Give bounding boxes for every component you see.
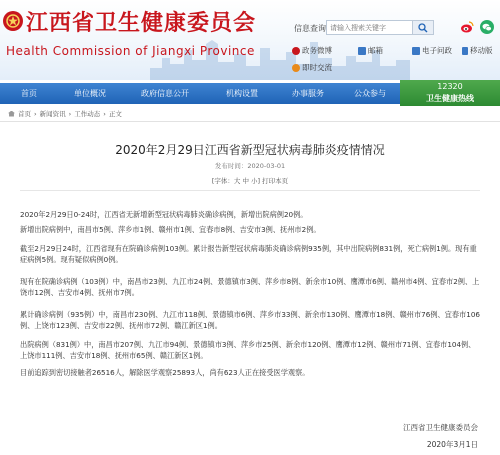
publish-date: 发布时间：2020-03-01 xyxy=(214,162,286,170)
nav-item-gov-info[interactable]: 政府信息公开 xyxy=(141,89,189,98)
emblem-icon xyxy=(2,10,24,32)
document-icon xyxy=(412,47,420,55)
nav-item-services[interactable]: 办事服务 xyxy=(292,89,324,98)
home-icon xyxy=(8,111,15,117)
instant-chat-label: 即时交流 xyxy=(302,63,332,72)
instant-chat-link[interactable] xyxy=(292,62,332,73)
breadcrumb xyxy=(8,109,122,118)
article-paragraph: 2020年2月29日0-24时，江西省无新增新型冠状病毒肺炎确诊病例，新增出院病例20例。 xyxy=(20,210,308,219)
article-paragraph: 出院病例（831例）中，南昌市207例、九江市94例、景德镇市3例、萍乡市25例、新余市120例、鹰潭市12例、赣州市71例、宜春市104例、上饶市111例、吉安市18例、抚州市65例、赣江新区1例。 xyxy=(20,340,476,360)
weibo-icon[interactable] xyxy=(460,20,474,34)
electronic-services-label: 电子问政 xyxy=(422,46,452,55)
email-label: 邮箱 xyxy=(368,46,383,55)
article-title: 2020年2月29日江西省新型冠状病毒肺炎疫情情况 xyxy=(115,143,385,157)
article-paragraph: 目前追踪到密切接触者26516人，解除医学观察25893人，尚有623人正在接受医学观察。 xyxy=(20,368,310,377)
article-sign-date: 2020年3月1日 xyxy=(426,440,478,449)
search-label: 信息查询 xyxy=(294,24,326,33)
mobile-label: 移动版 xyxy=(470,46,493,55)
wechat-icon[interactable] xyxy=(480,20,494,34)
nav-item-participation[interactable]: 公众参与 xyxy=(354,89,386,98)
breadcrumb-news[interactable]: 新闻资讯 xyxy=(39,110,66,118)
article-signature: 江西省卫生健康委员会 xyxy=(403,423,478,432)
site-title-english: Health Commission of Jiangxi Province xyxy=(6,44,255,58)
site-header xyxy=(0,0,500,80)
email-link[interactable] xyxy=(358,45,383,56)
gov-weibo-link[interactable] xyxy=(292,45,332,56)
chat-icon xyxy=(292,64,300,72)
hotline-button[interactable] xyxy=(400,80,500,106)
article-paragraph: 截至2月29日24时，江西省现有在院确诊病例103例。累计报告新型冠状病毒肺炎确诊病例935例，其中出院病例831例，死亡病例1例。现有重症病例5例。现有疑似病例0例。 xyxy=(20,244,477,264)
divider xyxy=(20,190,480,191)
electronic-services-link[interactable] xyxy=(412,45,452,56)
search-input[interactable] xyxy=(326,20,414,35)
nav-item-about[interactable]: 单位概况 xyxy=(74,89,106,98)
breadcrumb-separator: › xyxy=(68,109,72,118)
breadcrumb-separator: › xyxy=(103,109,106,118)
gov-weibo-label: 政务微博 xyxy=(302,46,332,55)
search-button[interactable] xyxy=(412,20,434,35)
breadcrumb-work[interactable]: 工作动态 xyxy=(74,110,101,118)
hotline-label: 卫生健康热线 xyxy=(426,94,474,103)
font-size-print-tools[interactable]: [字体：大 中 小] 打印本页 xyxy=(211,177,289,185)
nav-item-home[interactable]: 首页 xyxy=(21,89,37,98)
breadcrumb-home[interactable]: 首页 xyxy=(18,110,31,118)
mail-icon xyxy=(358,47,366,55)
divider xyxy=(0,121,500,122)
article-paragraph: 现有在院确诊病例（103例）中，南昌市23例、九江市24例、景德镇市3例、萍乡市8例、新余市10例、鹰潭市6例、赣州市4例、宜春市2例、上饶市12例、吉安市4例、抚州市7例。 xyxy=(20,277,480,297)
breadcrumb-separator: › xyxy=(34,109,37,118)
breadcrumb-current: 正文 xyxy=(108,110,122,118)
weibo-small-icon xyxy=(292,47,300,55)
hotline-number: 12320 xyxy=(437,82,463,91)
article-paragraph: 累计确诊病例（935例）中，南昌市230例、九江市118例、景德镇市6例、萍乡市33例、新余市130例、鹰潭市18例、赣州市76例、宜春市106例、上饶市123例、吉安市22例、抚州市72例、赣江新区1例。 xyxy=(20,310,480,330)
mobile-icon xyxy=(462,47,468,55)
article-paragraph: 新增出院病例中，南昌市5例、萍乡市1例、赣州市1例、宜春市8例、吉安市3例、抚州市2例。 xyxy=(20,225,321,234)
search-icon xyxy=(418,23,428,33)
mobile-link[interactable] xyxy=(462,45,493,56)
nav-item-organization[interactable]: 机构设置 xyxy=(226,89,258,98)
site-title: 江西省卫生健康委员会 xyxy=(26,10,257,36)
